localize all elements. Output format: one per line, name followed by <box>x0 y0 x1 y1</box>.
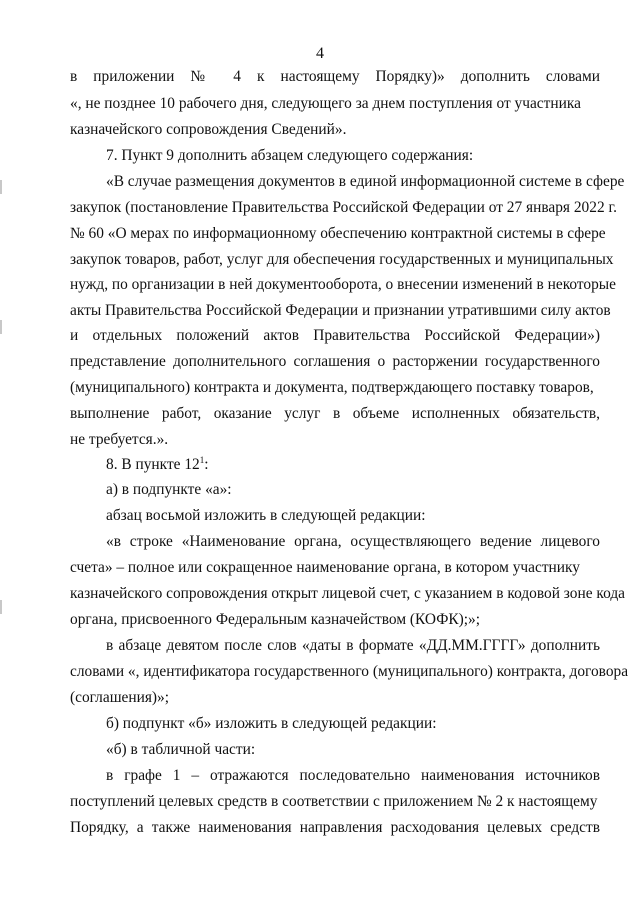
item-heading-text: 8. В пункте 12 <box>106 456 200 473</box>
paragraph-line: нужд, по организации в ней документооборота, о внесении изменений в некоторые <box>70 276 616 293</box>
paragraph-line <box>106 455 600 475</box>
paragraph-line: «В случае размещения документов в единой информационной системе в сфере <box>106 173 625 190</box>
paragraph-line: закупок товаров, работ, услуг для обеспечения государственных и муниципальных <box>70 251 614 268</box>
scan-margin-mark <box>0 320 2 334</box>
paragraph-line: выполнение работ, оказание услуг в объеме исполненных обязательств, <box>70 405 600 422</box>
paragraph-line: счета» – полное или сокращенное наименование органа, в котором участнику <box>70 559 580 576</box>
paragraph-line: не требуется.». <box>70 431 169 448</box>
paragraph-line: в абзаце девятом после слов «даты в формате «ДД.ММ.ГГГГ» дополнить <box>106 637 600 654</box>
paragraph-line: казначейского сопровождения Сведений». <box>70 121 347 138</box>
scan-margin-mark <box>0 180 2 194</box>
paragraph-line: № 60 «О мерах по информационному обеспечению контрактной системы в сфере <box>70 225 606 242</box>
paragraph-line: 7. Пункт 9 дополнить абзацем следующего содержания: <box>106 147 474 164</box>
scan-margin-mark <box>0 600 2 614</box>
paragraph-line: в приложении № 4 к настоящему Порядку)» дополнить словами <box>70 68 600 85</box>
paragraph-line: словами «, идентификатора государственного (муниципального) контракта, договора <box>70 663 629 680</box>
paragraph-line: акты Правительства Российской Федерации и признании утратившими силу актов <box>70 302 611 319</box>
paragraph-line: и отдельных положений актов Правительства Российской Федерации») <box>70 327 600 344</box>
paragraph-line: (муниципального) контракта и документа, подтверждающего поставку товаров, <box>70 379 594 396</box>
paragraph-line: в графе 1 – отражаются последовательно наименования источников <box>106 767 600 784</box>
paragraph-line: поступлений целевых средств в соответствии с приложением № 2 к настоящему <box>70 793 598 810</box>
paragraph-line: представление дополнительного соглашения о расторжении государственного <box>70 353 600 370</box>
paragraph-line: органа, присвоенного Федеральным казначейством (КОФК);»; <box>70 611 481 628</box>
paragraph-line: а) в подпункте «а»: <box>106 481 232 498</box>
paragraph-line: закупок (постановление Правительства Российской Федерации от 27 января 2022 г. <box>70 199 617 216</box>
paragraph-line: Порядку, а также наименования направления расходования целевых средств <box>70 819 600 836</box>
paragraph-line: «б) в табличной части: <box>106 741 256 758</box>
page-number: 4 <box>316 45 324 62</box>
paragraph-line: б) подпункт «б» изложить в следующей редакции: <box>106 715 437 732</box>
superscript: 1 <box>199 455 205 465</box>
item-heading-colon: : <box>204 456 209 473</box>
paragraph-line: казначейского сопровождения открыт лицевой счет, с указанием в кодовой зоне кода <box>70 585 626 602</box>
paragraph-line: абзац восьмой изложить в следующей редакции: <box>106 507 426 524</box>
paragraph-line: «в строке «Наименование органа, осуществляющего ведение лицевого <box>106 533 600 550</box>
paragraph-line: (соглашения)»; <box>70 689 170 706</box>
paragraph-line: «, не позднее 10 рабочего дня, следующего за днем поступления от участника <box>70 95 581 112</box>
